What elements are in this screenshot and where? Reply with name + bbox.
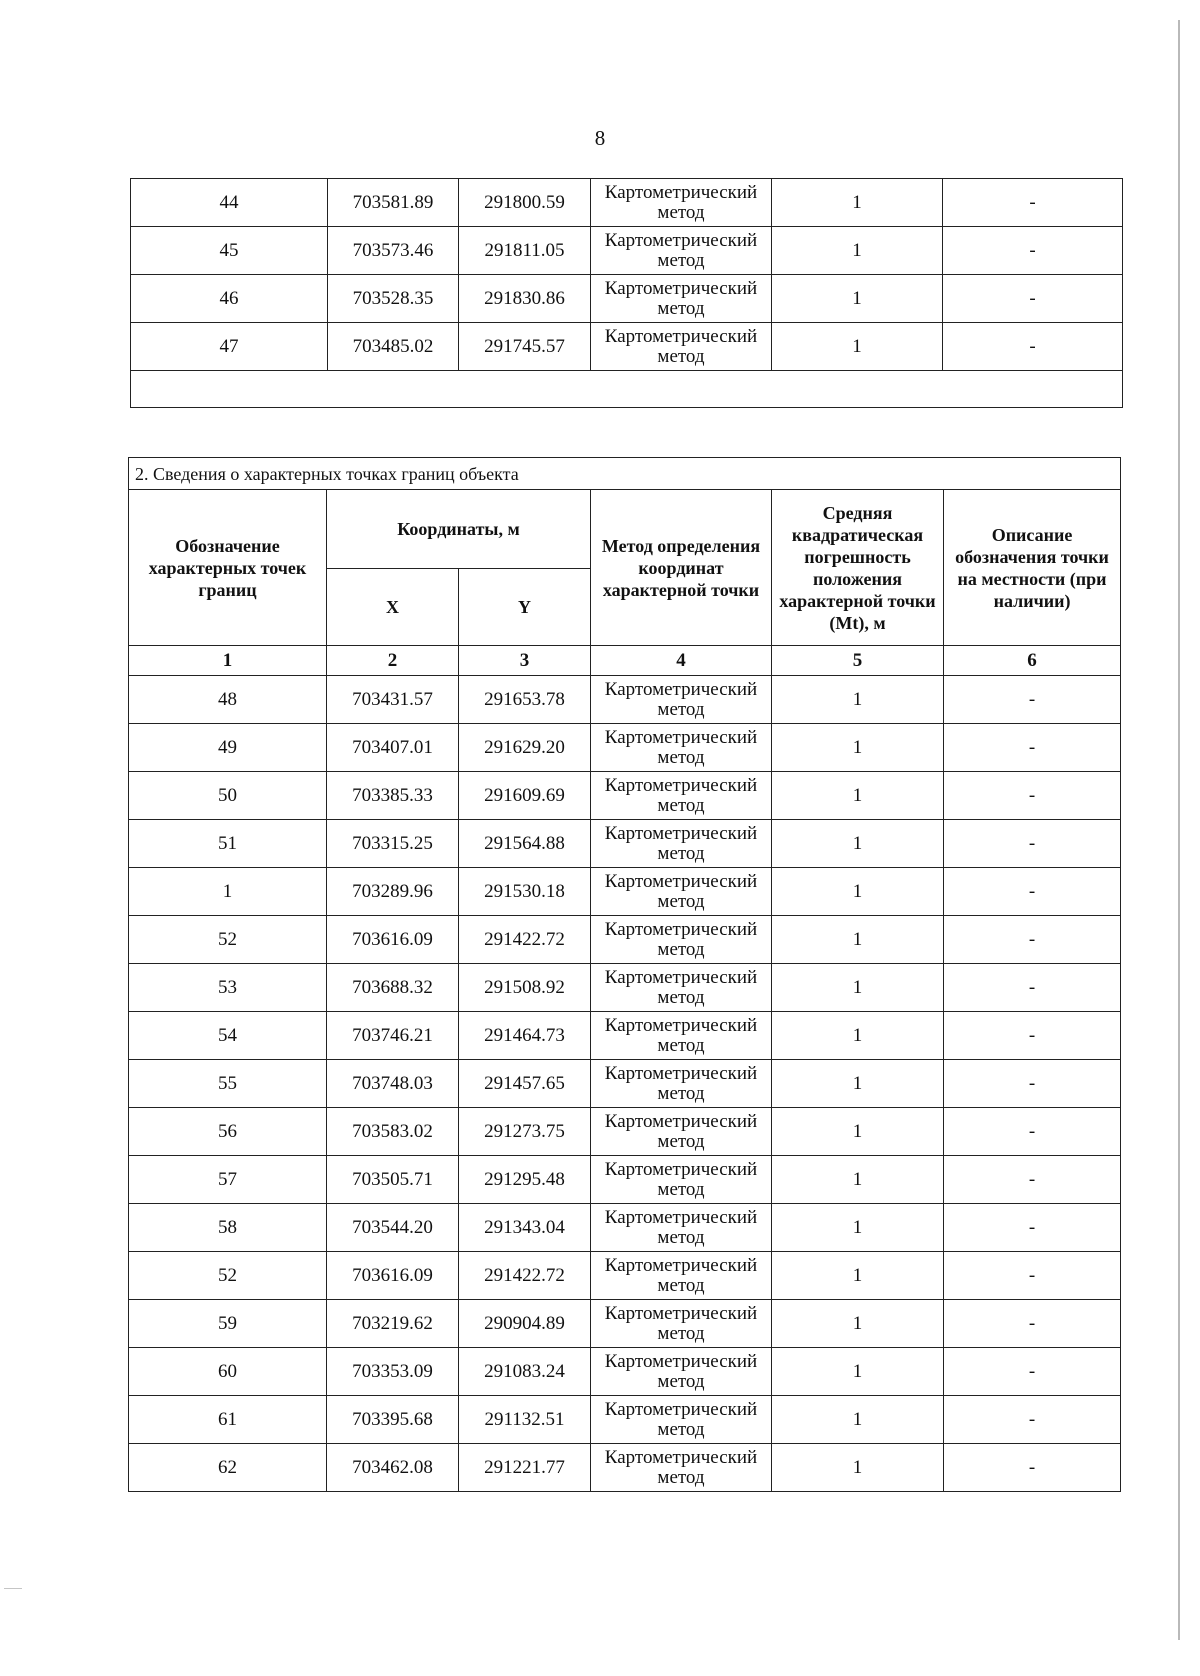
mt-value: 1 (772, 868, 944, 916)
table-row (129, 676, 1121, 724)
coordinate-x: 703616.09 (327, 916, 459, 964)
coordinate-x: 703544.20 (327, 1204, 459, 1252)
coordinate-x: 703583.02 (327, 1108, 459, 1156)
header-coordinates: Координаты, м (327, 490, 591, 569)
method-cell: Картометрический метод (591, 772, 772, 820)
method-cell: Картометрический метод (591, 868, 772, 916)
point-designation: 56 (129, 1108, 327, 1156)
continued-points-table (130, 178, 1123, 408)
table-row (129, 1252, 1121, 1300)
mt-value: 1 (772, 964, 944, 1012)
point-designation: 52 (129, 916, 327, 964)
table-row (129, 1012, 1121, 1060)
description-cell: - (944, 772, 1121, 820)
description-cell: - (943, 179, 1123, 227)
table-row (129, 964, 1121, 1012)
coordinate-y: 291745.57 (459, 323, 591, 371)
table-row (129, 1348, 1121, 1396)
description-cell: - (944, 1444, 1121, 1492)
description-cell: - (943, 323, 1123, 371)
description-cell: - (944, 1108, 1121, 1156)
description-cell: - (944, 916, 1121, 964)
coordinate-x: 703746.21 (327, 1012, 459, 1060)
mt-value: 1 (772, 1348, 944, 1396)
point-designation: 50 (129, 772, 327, 820)
scan-mark (4, 1588, 22, 1589)
coordinate-x: 703431.57 (327, 676, 459, 724)
point-designation: 57 (129, 1156, 327, 1204)
empty-row (131, 371, 1123, 408)
mt-value: 1 (772, 1060, 944, 1108)
coordinate-y: 291422.72 (459, 1252, 591, 1300)
coordinate-x: 703462.08 (327, 1444, 459, 1492)
coordinate-x: 703616.09 (327, 1252, 459, 1300)
method-cell: Картометрический метод (591, 916, 772, 964)
column-number: 1 (129, 646, 327, 676)
column-number: 6 (944, 646, 1121, 676)
description-cell: - (944, 676, 1121, 724)
mt-value: 1 (772, 1444, 944, 1492)
coordinate-y: 291132.51 (459, 1396, 591, 1444)
description-cell: - (943, 275, 1123, 323)
method-cell: Картометрический метод (591, 724, 772, 772)
coordinate-y: 291530.18 (459, 868, 591, 916)
point-designation: 62 (129, 1444, 327, 1492)
coordinate-y: 290904.89 (459, 1300, 591, 1348)
point-designation: 44 (131, 179, 328, 227)
boundary-points-table (128, 457, 1121, 1492)
mt-value: 1 (772, 1396, 944, 1444)
coordinate-x: 703353.09 (327, 1348, 459, 1396)
column-number-row (129, 646, 1121, 676)
column-number: 2 (327, 646, 459, 676)
table-row (131, 323, 1123, 371)
method-cell: Картометрический метод (591, 1396, 772, 1444)
coordinate-y: 291653.78 (459, 676, 591, 724)
mt-value: 1 (772, 323, 943, 371)
point-designation: 45 (131, 227, 328, 275)
coordinate-y: 291221.77 (459, 1444, 591, 1492)
coordinate-y: 291273.75 (459, 1108, 591, 1156)
method-cell: Картометрический метод (591, 1156, 772, 1204)
description-cell: - (944, 1348, 1121, 1396)
point-designation: 61 (129, 1396, 327, 1444)
description-cell: - (944, 964, 1121, 1012)
table-row (129, 1156, 1121, 1204)
header-x: X (327, 569, 459, 646)
coordinate-y: 291564.88 (459, 820, 591, 868)
table-row (131, 275, 1123, 323)
description-cell: - (944, 868, 1121, 916)
method-cell: Картометрический метод (591, 676, 772, 724)
point-designation: 49 (129, 724, 327, 772)
coordinate-x: 703385.33 (327, 772, 459, 820)
scan-edge-line (1178, 20, 1180, 1640)
description-cell: - (944, 1012, 1121, 1060)
table-row (129, 1108, 1121, 1156)
coordinate-y: 291457.65 (459, 1060, 591, 1108)
description-cell: - (944, 724, 1121, 772)
method-cell: Картометрический метод (591, 227, 772, 275)
section-title: 2. Сведения о характерных точках границ объекта (129, 458, 1121, 490)
method-cell: Картометрический метод (591, 1300, 772, 1348)
mt-value: 1 (772, 676, 944, 724)
point-designation: 58 (129, 1204, 327, 1252)
description-cell: - (944, 1060, 1121, 1108)
method-cell: Картометрический метод (591, 1204, 772, 1252)
header-designation: Обозначение характерных точек границ (129, 490, 327, 646)
table-row (129, 1300, 1121, 1348)
coordinate-x: 703289.96 (327, 868, 459, 916)
method-cell: Картометрический метод (591, 820, 772, 868)
method-cell: Картометрический метод (591, 275, 772, 323)
header-description: Описание обозначения точки на местности (при наличии) (944, 490, 1121, 646)
coordinate-x: 703573.46 (328, 227, 459, 275)
mt-value: 1 (772, 1156, 944, 1204)
table-row (129, 724, 1121, 772)
coordinate-y: 291629.20 (459, 724, 591, 772)
description-cell: - (944, 1396, 1121, 1444)
mt-value: 1 (772, 227, 943, 275)
point-designation: 1 (129, 868, 327, 916)
point-designation: 46 (131, 275, 328, 323)
mt-value: 1 (772, 1108, 944, 1156)
header-mt: Средняя квадратическая погрешность положения характерной точки (Mt), м (772, 490, 944, 646)
description-cell: - (944, 1252, 1121, 1300)
table-row (129, 916, 1121, 964)
coordinate-y: 291800.59 (459, 179, 591, 227)
coordinate-x: 703581.89 (328, 179, 459, 227)
coordinate-x: 703485.02 (328, 323, 459, 371)
coordinate-y: 291343.04 (459, 1204, 591, 1252)
coordinate-y: 291464.73 (459, 1012, 591, 1060)
coordinate-x: 703219.62 (327, 1300, 459, 1348)
continued-points-body (131, 179, 1123, 408)
mt-value: 1 (772, 1300, 944, 1348)
header-method: Метод определения координат характерной точки (591, 490, 772, 646)
table-row (131, 179, 1123, 227)
coordinate-x: 703395.68 (327, 1396, 459, 1444)
table-row (129, 820, 1121, 868)
point-designation: 52 (129, 1252, 327, 1300)
description-cell: - (944, 1300, 1121, 1348)
mt-value: 1 (772, 275, 943, 323)
point-designation: 54 (129, 1012, 327, 1060)
point-designation: 51 (129, 820, 327, 868)
method-cell: Картометрический метод (591, 323, 772, 371)
mt-value: 1 (772, 179, 943, 227)
mt-value: 1 (772, 820, 944, 868)
coordinate-x: 703407.01 (327, 724, 459, 772)
column-number: 5 (772, 646, 944, 676)
coordinate-y: 291295.48 (459, 1156, 591, 1204)
mt-value: 1 (772, 1012, 944, 1060)
mt-value: 1 (772, 1252, 944, 1300)
coordinate-y: 291508.92 (459, 964, 591, 1012)
coordinate-y: 291830.86 (459, 275, 591, 323)
method-cell: Картометрический метод (591, 179, 772, 227)
table-row (129, 1396, 1121, 1444)
table-row (129, 868, 1121, 916)
coordinate-y: 291811.05 (459, 227, 591, 275)
table-row (129, 1060, 1121, 1108)
point-designation: 60 (129, 1348, 327, 1396)
boundary-points-body (129, 676, 1121, 1492)
coordinate-x: 703528.35 (328, 275, 459, 323)
method-cell: Картометрический метод (591, 964, 772, 1012)
description-cell: - (944, 1156, 1121, 1204)
method-cell: Картометрический метод (591, 1348, 772, 1396)
table-row (129, 1444, 1121, 1492)
method-cell: Картометрический метод (591, 1060, 772, 1108)
table-row (131, 227, 1123, 275)
empty-cell (131, 371, 1123, 408)
table-row (129, 1204, 1121, 1252)
column-number: 4 (591, 646, 772, 676)
coordinate-x: 703505.71 (327, 1156, 459, 1204)
description-cell: - (944, 820, 1121, 868)
column-number: 3 (459, 646, 591, 676)
mt-value: 1 (772, 724, 944, 772)
coordinate-y: 291609.69 (459, 772, 591, 820)
point-designation: 55 (129, 1060, 327, 1108)
method-cell: Картометрический метод (591, 1444, 772, 1492)
table-row (129, 772, 1121, 820)
header-y: Y (459, 569, 591, 646)
point-designation: 53 (129, 964, 327, 1012)
coordinate-x: 703315.25 (327, 820, 459, 868)
description-cell: - (943, 227, 1123, 275)
page-number: 8 (594, 126, 606, 150)
coordinate-y: 291422.72 (459, 916, 591, 964)
coordinate-x: 703688.32 (327, 964, 459, 1012)
mt-value: 1 (772, 772, 944, 820)
method-cell: Картометрический метод (591, 1108, 772, 1156)
point-designation: 59 (129, 1300, 327, 1348)
coordinate-y: 291083.24 (459, 1348, 591, 1396)
point-designation: 47 (131, 323, 328, 371)
method-cell: Картометрический метод (591, 1252, 772, 1300)
method-cell: Картометрический метод (591, 1012, 772, 1060)
mt-value: 1 (772, 916, 944, 964)
description-cell: - (944, 1204, 1121, 1252)
point-designation: 48 (129, 676, 327, 724)
coordinate-x: 703748.03 (327, 1060, 459, 1108)
mt-value: 1 (772, 1204, 944, 1252)
